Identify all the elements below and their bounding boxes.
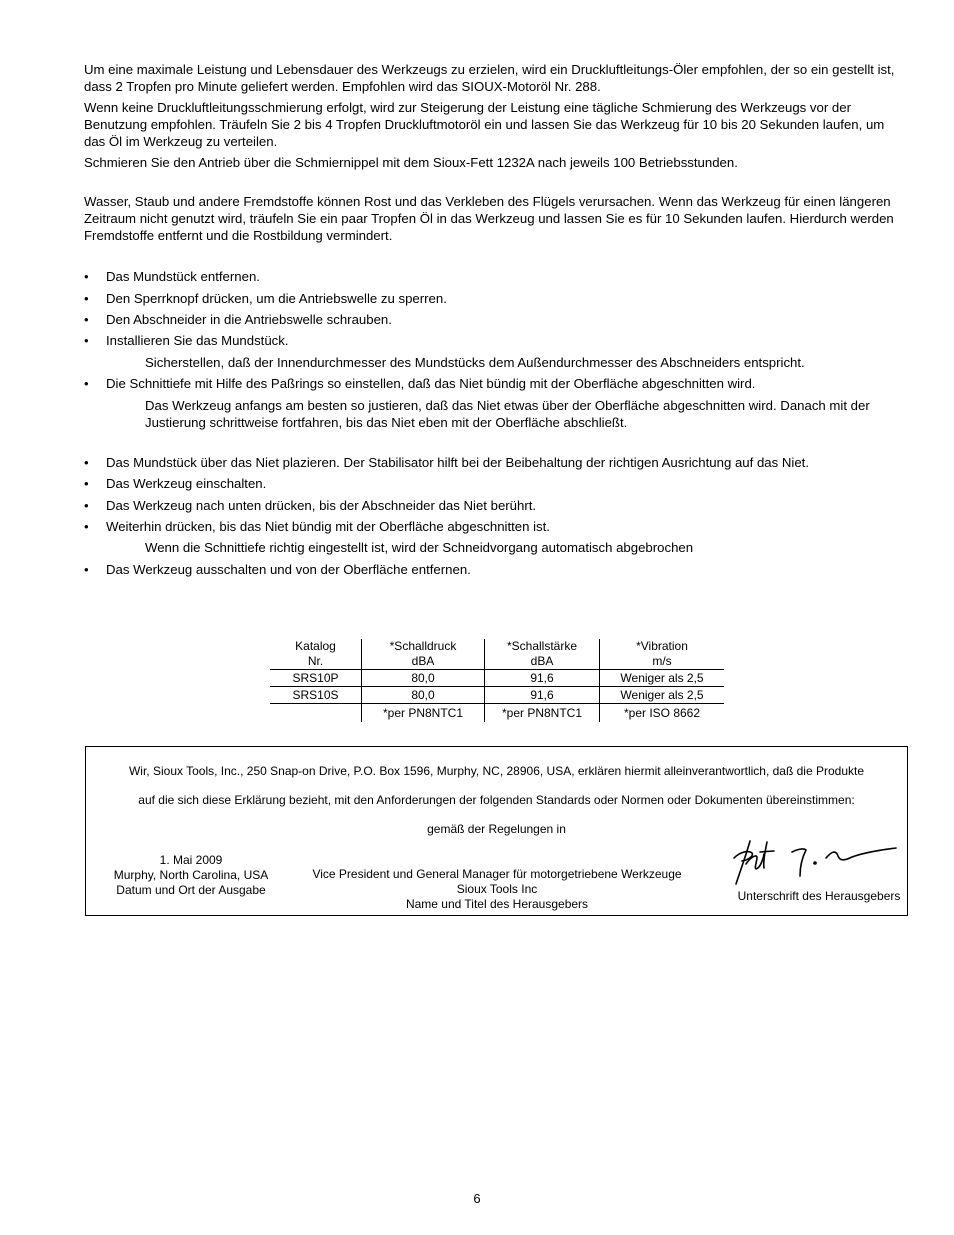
header-vibration (600, 639, 725, 670)
spec-table (270, 639, 724, 722)
footnote: *per PN8NTC1 (362, 704, 485, 723)
issue-date-block (91, 853, 291, 898)
bullet-marker: • (84, 476, 89, 491)
bullet-text: Den Sperrknopf drücken, um die Antriebswelle zu sperren. (106, 291, 447, 306)
bullet-text: Den Abschneider in die Antriebswelle schrauben. (106, 312, 392, 327)
issuer-title: Vice President und General Manager für motorgetriebene Werkzeuge (312, 867, 682, 881)
table-cell: Weniger als 2,5 (600, 670, 725, 687)
bullet-text: Das Werkzeug einschalten. (106, 476, 267, 491)
spec-header-row (270, 639, 724, 670)
bullet-marker: • (84, 519, 89, 534)
signature-image (730, 838, 902, 888)
header-unit: m/s (652, 654, 672, 668)
bullet-text: Das Mundstück entfernen. (106, 269, 260, 284)
storage-paragraph: Wasser, Staub und andere Fremdstoffe können Rost und das Verkleben des Flügels verursachen. Wenn das Werkzeug für einen längeren Zeitraum nicht genutzt wird, träufeln Sie ein paar Tropfen Öl in das Werkzeug und lassen Sie es für 10 Sekunden laufen. Hierdurch werden Fremdstoffe entfernt und die Rostbildung vermindert. (84, 194, 894, 243)
issuer-company: Sioux Tools Inc (456, 882, 538, 896)
declaration-line-1: Wir, Sioux Tools, Inc., 250 Snap-on Drive, P.O. Box 1596, Murphy, NC, 28906, USA, erklären hiermit alleinverantwortlich, daß die Produkte (128, 764, 865, 778)
header-unit: dBA (530, 654, 554, 668)
table-cell: 80,0 (362, 687, 485, 704)
table-cell: 91,6 (485, 687, 600, 704)
bullet-marker: • (84, 376, 89, 391)
bullet-marker: • (84, 455, 89, 470)
header-label: *Schalldruck (389, 639, 457, 653)
setup-note-2: Das Werkzeug anfangs am besten so justieren, daß das Niet etwas über der Oberfläche abgeschnitten wird. Danach mit der Justierung schrittweise fortfahren, bis das Niet eben mit der Oberfläche abschließt. (145, 398, 870, 430)
bullet-marker: • (84, 291, 89, 306)
bullet-text: Das Werkzeug nach unten drücken, bis der Abschneider das Niet berührt. (106, 498, 537, 513)
header-sound-power (485, 639, 600, 670)
footnote: *per ISO 8662 (600, 704, 725, 723)
operation-note-1: Wenn die Schnittiefe richtig eingestellt ist, wird der Schneidvorgang automatisch abgebrochen (145, 540, 694, 555)
bullet-marker: • (84, 312, 89, 327)
lubrication-paragraph-3: Schmieren Sie den Antrieb über die Schmiernippel mit dem Sioux-Fett 1232A nach jeweils 100 Betriebsstunden. (84, 155, 738, 170)
table-cell: SRS10P (270, 670, 362, 687)
declaration-line-3: gemäß der Regelungen in (427, 822, 566, 836)
lubrication-paragraph-1: Um eine maximale Leistung und Lebensdauer des Werkzeugs zu erzielen, wird ein Druckluftleitungs-Öler empfohlen, der so ein gestellt ist, dass 2 Tropfen pro Minute geliefert werden. Empfohlen wird das SIOUX-Motoröl Nr. 288. (84, 62, 895, 94)
lubrication-paragraph-2: Wenn keine Druckluftleitungsschmierung erfolgt, wird zur Steigerung der Leistung eine tägliche Schmierung des Werkzeugs vor der Benutzung empfohlen. Träufeln Sie 2 bis 4 Tropfen Druckluftmotoröl ein und lassen Sie das Werkzeug für 10 bis 20 Sekunden laufen, um das Öl im Werkzeug zu verteilen. (84, 100, 885, 149)
table-cell: 80,0 (362, 670, 485, 687)
declaration-box (85, 746, 908, 916)
header-catalog (270, 639, 362, 670)
issue-date-label: Datum und Ort der Ausgabe (116, 883, 266, 897)
table-cell: SRS10S (270, 687, 362, 704)
bullet-marker: • (84, 269, 89, 284)
signature-label: Unterschrift des Herausgebers (737, 889, 901, 903)
bullet-marker: • (84, 498, 89, 513)
declaration-line-2: auf die sich diese Erklärung bezieht, mit den Anforderungen der folgenden Standards oder Normen oder Dokumenten übereinstimmen: (138, 793, 855, 807)
header-label: Katalog (295, 639, 336, 653)
table-row (270, 670, 724, 687)
bullet-text: Das Werkzeug ausschalten und von der Oberfläche entfernen. (106, 562, 471, 577)
table-cell-empty (270, 704, 362, 723)
issuer-block (286, 867, 708, 912)
table-cell: 91,6 (485, 670, 600, 687)
table-row (270, 687, 724, 704)
setup-note-1: Sicherstellen, daß der Innendurchmesser des Mundstücks dem Außendurchmesser des Abschneiders entspricht. (145, 355, 805, 370)
table-cell: Weniger als 2,5 (600, 687, 725, 704)
header-unit: Nr. (307, 654, 324, 668)
header-label: *Vibration (636, 639, 688, 653)
table-footnote-row (270, 704, 724, 723)
bullet-marker: • (84, 333, 89, 348)
issue-place: Murphy, North Carolina, USA (113, 868, 269, 882)
bullet-text: Das Mundstück über das Niet plazieren. Der Stabilisator hilft bei der Beibehaltung der richtigen Ausrichtung auf das Niet. (106, 455, 809, 470)
footnote: *per PN8NTC1 (485, 704, 600, 723)
header-label: *Schallstärke (506, 639, 578, 653)
issuer-name-label: Name und Titel des Herausgebers (405, 897, 589, 911)
bullet-text: Die Schnittiefe mit Hilfe des Paßrings so einstellen, daß das Niet bündig mit der Oberfläche abgeschnitten wird. (106, 376, 756, 391)
bullet-marker: • (84, 562, 89, 577)
header-unit: dBA (411, 654, 435, 668)
bullet-text: Installieren Sie das Mundstück. (106, 333, 289, 348)
bullet-text: Weiterhin drücken, bis das Niet bündig mit der Oberfläche abgeschnitten ist. (106, 519, 550, 534)
issue-date: 1. Mai 2009 (159, 853, 223, 867)
page-number: 6 (473, 1191, 481, 1206)
header-sound-pressure (362, 639, 485, 670)
